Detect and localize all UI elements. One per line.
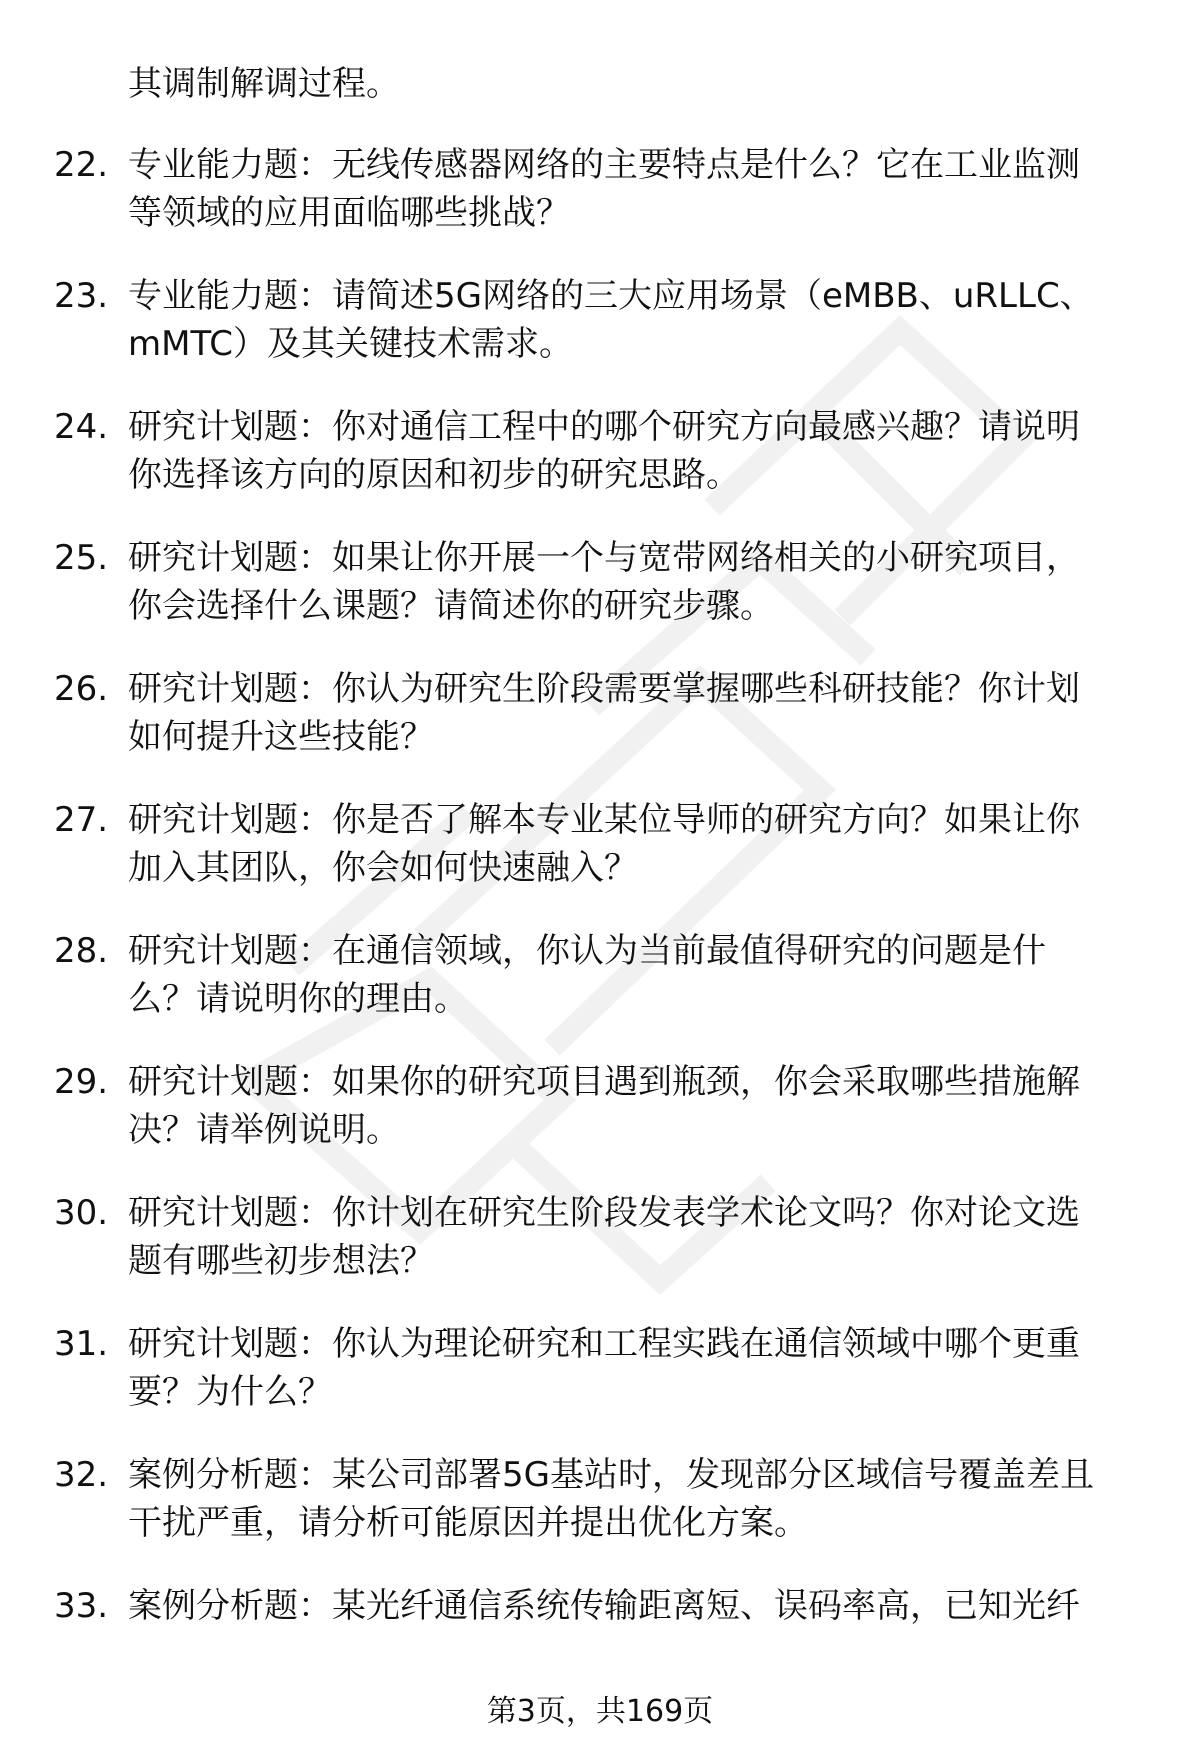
question-text	[128, 927, 1168, 1023]
question-item	[0, 1058, 1200, 1189]
question-line: 要？为什么？	[128, 1372, 332, 1412]
question-text	[128, 272, 1168, 368]
question-line: 你选择该方向的原因和初步的研究思路。	[128, 455, 740, 495]
question-item	[0, 1320, 1200, 1451]
question-line: 研究计划题：你是否了解本专业某位导师的研究方向？如果让你	[128, 800, 1080, 840]
question-number: 33.	[54, 1586, 109, 1626]
question-line: 决？请举例说明。	[128, 1110, 400, 1150]
question-number: 29.	[54, 1062, 109, 1102]
question-line: mMTC）及其关键技术需求。	[128, 324, 573, 364]
question-item	[0, 403, 1200, 534]
question-number: 28.	[54, 931, 109, 971]
question-item	[0, 141, 1200, 272]
question-line: 加入其团队，你会如何快速融入？	[128, 848, 638, 888]
question-number: 25.	[54, 538, 109, 578]
question-number: 23.	[54, 276, 109, 316]
question-text	[128, 141, 1168, 237]
question-item	[0, 796, 1200, 927]
question-line: 专业能力题：无线传感器网络的主要特点是什么？它在工业监测	[128, 145, 1080, 185]
question-item	[0, 665, 1200, 796]
question-number: 24.	[54, 407, 109, 447]
question-item	[0, 534, 1200, 665]
continuation-text: 其调制解调过程。	[128, 64, 400, 104]
question-line: 干扰严重，请分析可能原因并提出优化方案。	[128, 1503, 808, 1543]
question-line: 案例分析题：某公司部署5G基站时，发现部分区域信号覆盖差且	[128, 1455, 1094, 1495]
question-text	[128, 403, 1168, 499]
question-item	[0, 927, 1200, 1058]
question-item	[0, 272, 1200, 403]
question-text	[128, 1451, 1168, 1547]
question-text	[128, 796, 1168, 892]
question-line: 研究计划题：在通信领域，你认为当前最值得研究的问题是什	[128, 931, 1046, 971]
question-text	[128, 1058, 1168, 1154]
question-line: 么？请说明你的理由。	[128, 979, 468, 1019]
question-number: 32.	[54, 1455, 109, 1495]
question-number: 26.	[54, 669, 109, 709]
question-text	[128, 1189, 1168, 1285]
question-line: 你会选择什么课题？请简述你的研究步骤。	[128, 586, 774, 626]
question-item	[0, 1189, 1200, 1320]
question-line: 研究计划题：你认为研究生阶段需要掌握哪些科研技能？你计划	[128, 669, 1080, 709]
page-footer: 第3页，共169页	[486, 1694, 714, 1729]
question-number: 30.	[54, 1193, 109, 1233]
question-line: 研究计划题：你认为理论研究和工程实践在通信领域中哪个更重	[128, 1324, 1080, 1364]
question-line: 研究计划题：如果你的研究项目遇到瓶颈，你会采取哪些措施解	[128, 1062, 1080, 1102]
question-line: 研究计划题：如果让你开展一个与宽带网络相关的小研究项目，	[128, 538, 1080, 578]
question-number: 31.	[54, 1324, 109, 1364]
question-line: 如何提升这些技能？	[128, 717, 434, 757]
question-line: 专业能力题：请简述5G网络的三大应用场景（eMBB、uRLLC、	[128, 276, 1094, 316]
question-line: 研究计划题：你计划在研究生阶段发表学术论文吗？你对论文选	[128, 1193, 1080, 1233]
question-line: 等领域的应用面临哪些挑战？	[128, 193, 570, 233]
question-number: 27.	[54, 800, 109, 840]
question-line: 研究计划题：你对通信工程中的哪个研究方向最感兴趣？请说明	[128, 407, 1080, 447]
question-text	[128, 1320, 1168, 1416]
question-text	[128, 665, 1168, 761]
question-text	[128, 534, 1168, 630]
question-number: 22.	[54, 145, 109, 185]
question-text	[128, 1582, 1168, 1630]
question-item	[0, 1451, 1200, 1582]
question-line: 题有哪些初步想法？	[128, 1241, 434, 1281]
question-list	[0, 141, 1200, 1713]
question-line: 案例分析题：某光纤通信系统传输距离短、误码率高，已知光纤	[128, 1586, 1080, 1626]
